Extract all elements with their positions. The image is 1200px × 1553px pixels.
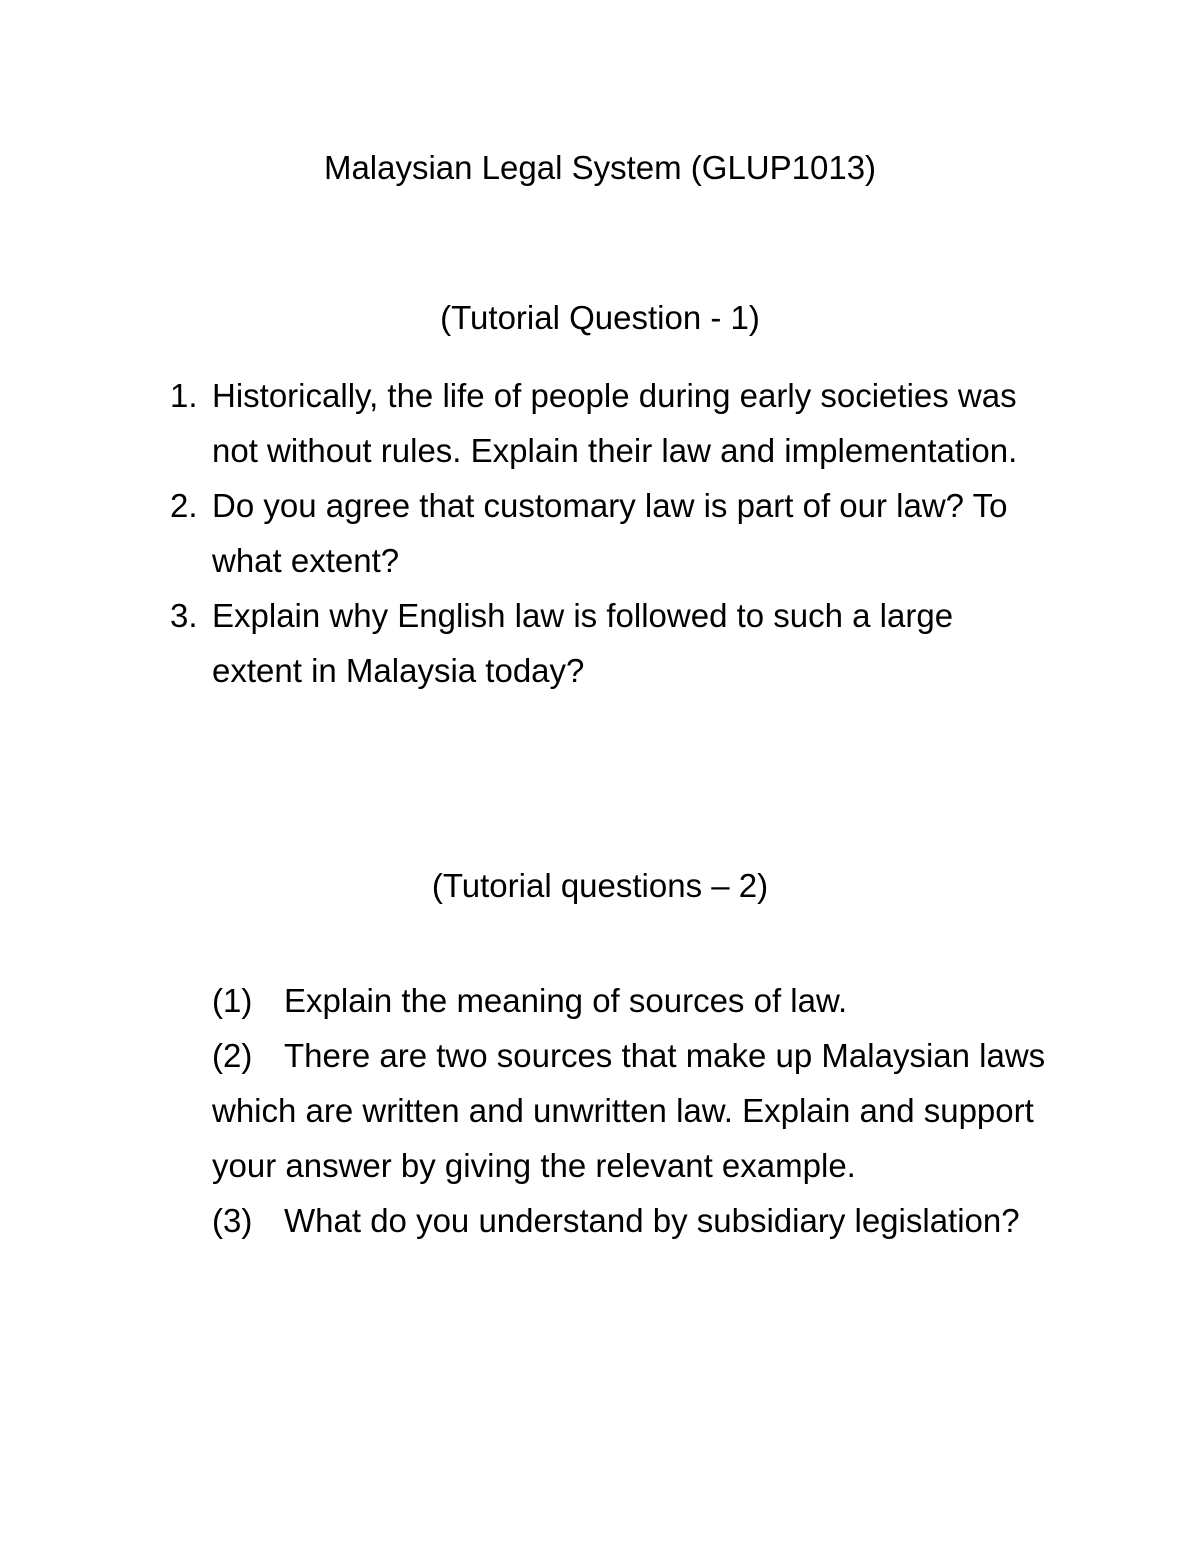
section-1-heading: (Tutorial Question - 1) bbox=[440, 299, 760, 336]
question-number: (2) bbox=[212, 1037, 253, 1074]
question-number: 1. bbox=[170, 377, 198, 414]
question-text: There are two sources that make up Malaysian laws which are written and unwritten law. Explain and support your answer by giving the relevant example. bbox=[212, 1037, 1046, 1184]
section-2-heading: (Tutorial questions – 2) bbox=[431, 867, 769, 904]
list-item bbox=[170, 478, 1050, 588]
list-item bbox=[212, 1193, 1052, 1248]
question-text: What do you understand by subsidiary legislation? bbox=[284, 1202, 1020, 1239]
question-number: (3) bbox=[212, 1202, 253, 1239]
document-title: Malaysian Legal System (GLUP1013) bbox=[323, 149, 877, 186]
question-text: Do you agree that customary law is part of our law? To what extent? bbox=[212, 487, 1008, 579]
section-2-question-list bbox=[212, 973, 1052, 1248]
question-number: (1) bbox=[212, 982, 253, 1019]
list-item bbox=[170, 368, 1050, 478]
list-item bbox=[212, 1028, 1052, 1193]
question-number: 2. bbox=[170, 487, 198, 524]
section-1-question-list bbox=[170, 368, 1050, 698]
question-text: Explain why English law is followed to such a large extent in Malaysia today? bbox=[212, 597, 954, 689]
list-item bbox=[212, 973, 1052, 1028]
question-number: 3. bbox=[170, 597, 198, 634]
question-text: Historically, the life of people during early societies was not without rules. Explain their law and implementation. bbox=[212, 377, 1018, 469]
question-text: Explain the meaning of sources of law. bbox=[284, 982, 848, 1019]
list-item bbox=[170, 588, 1050, 698]
